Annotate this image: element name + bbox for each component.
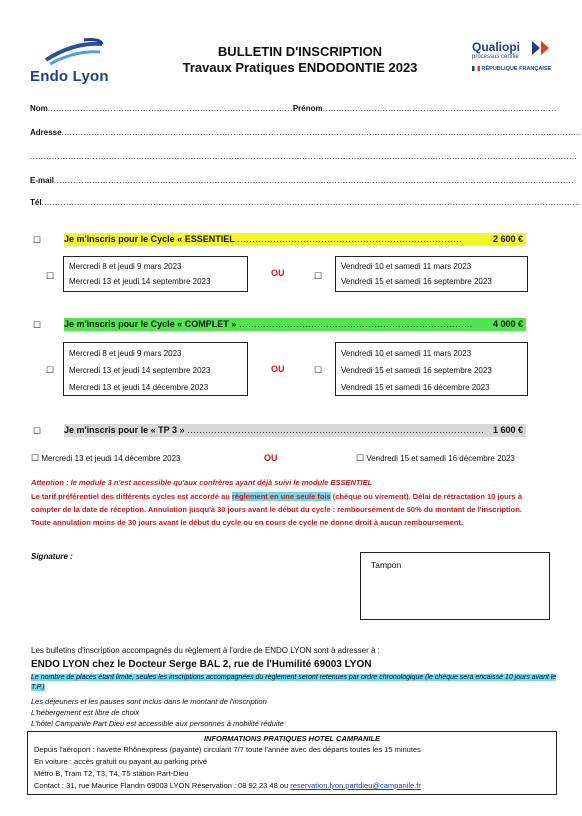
tp3-right-option[interactable]: ☐ Vendredi 15 et samedi 16 décembre 2023 — [356, 453, 515, 463]
hotel-info-line: Depuis l'aéroport : navette Rhônexpress (payante) circulant 7/7 toute l'année avec des départs toutes les 15 minutes — [34, 745, 421, 754]
nom-prenom-field[interactable]: Nom..........................................................................................Prénom...................................................................................... — [30, 104, 557, 113]
tp3-price: 1 600 € — [489, 424, 523, 437]
tarif-note: Le tarif préférentiel des différents cycles est accordé au règlement en une seule fois (chèque ou virement). Délai de rétractation 10 jours à compter de la date de réception. Annulation jusqu'à 30 jours avant le début du cycle : remboursement de 50% du montant de l'inscription. Toute annulation moins de 30 jours avant le début du cycle ou en cours de cycle ne donne droit à aucun remboursement. — [31, 492, 523, 527]
hebergement-note: L'hébergement est libre de choix — [31, 708, 140, 717]
republique-francaise: RÉPUBLIQUE FRANÇAISE — [472, 66, 562, 72]
essentiel-right-checkbox[interactable]: ☐ — [314, 271, 323, 281]
tp3-checkbox[interactable]: ☐ — [33, 426, 42, 436]
tampon-label: Tampon — [371, 560, 402, 570]
ou-label: OU — [264, 453, 278, 463]
hotel-access-note: L'hôtel Campanile Part Dieu est accessible aux personnes à mobilité réduite — [31, 719, 284, 728]
complet-left-checkbox[interactable]: ☐ — [46, 365, 55, 375]
flag-icon — [472, 66, 480, 71]
page-title — [150, 44, 450, 76]
dejeuners-note: Les déjeuners et les pauses sont inclus dans le montant de l'inscription — [31, 697, 267, 706]
ou-label: OU — [271, 364, 285, 374]
email-field[interactable]: E-mail............................................................................................................................................................................................... — [30, 176, 575, 185]
tp3-right-checkbox[interactable]: ☐ — [356, 453, 365, 463]
signature-label: Signature : — [31, 552, 73, 561]
complet-price: 4 000 € — [489, 318, 523, 331]
essentiel-price: 2 600 € — [489, 233, 523, 246]
essentiel-band: Je m'inscris pour le Cycle « ESSENTIEL ………………………………………………………………… 2 600 € — [64, 233, 526, 246]
essentiel-left-checkbox[interactable]: ☐ — [46, 271, 55, 281]
date-item: Vendredi 15 et samedi 16 septembre 2023 — [341, 366, 492, 375]
complet-checkbox[interactable]: ☐ — [33, 320, 42, 330]
essentiel-left-dates — [63, 256, 248, 292]
tp3-left-option[interactable]: ☐ Mercredi 13 et jeudi 14 décembre 2023 — [31, 453, 181, 463]
date-item: Mercredi 8 et jeudi 9 mars 2023 — [69, 349, 182, 358]
tampon-box[interactable] — [360, 552, 550, 620]
endo-lyon-logo — [30, 38, 120, 88]
essentiel-checkbox[interactable]: ☐ — [33, 235, 42, 245]
hotel-contact: Contact : 31, rue Maurice Flandin 69003 LYON Réservation : 08 92 23 48 ou reservation.lyon.partdieu@campanile.fr — [34, 781, 421, 790]
title-line-2: Travaux Pratiques ENDODONTIE 2023 — [182, 60, 418, 75]
adresse-field[interactable]: Adresse............................................................................................................................................................................................... — [30, 128, 582, 137]
brand-name: Endo Lyon — [30, 68, 109, 85]
date-item: Mercredi 13 et jeudi 14 septembre 2023 — [69, 277, 211, 286]
tp3-left-checkbox[interactable]: ☐ — [31, 453, 40, 463]
date-item: Mercredi 13 et jeudi 14 septembre 2023 — [69, 366, 211, 375]
tp3-band: Je m'inscris pour le « TP 3 » ……………………………………………………………………………………… 1 600 € — [64, 424, 526, 437]
send-address: ENDO LYON chez le Docteur Serge BAL 2, rue de l'Humilité 69003 LYON — [31, 659, 372, 670]
places-note: Le nombre de places étant limité, seules les inscriptions accompagnées du règlement seront retenues par ordre chronologique (le chèque sera encaissé 10 jours avant le T.P.) — [31, 674, 557, 691]
hotel-info-line: Métro B, Tram T2, T3, T4, T5 station Part-Dieu — [34, 769, 189, 778]
endo-lyon-swoosh-icon — [44, 38, 104, 68]
complet-right-checkbox[interactable]: ☐ — [314, 365, 323, 375]
hotel-info-title: INFORMATIONS PRATIQUES HOTEL CAMPANILE — [203, 734, 381, 743]
qualiopi-logo — [472, 40, 562, 84]
complet-left-dates — [63, 342, 248, 396]
ou-label: OU — [271, 268, 285, 278]
date-item: Mercredi 8 et jeudi 9 mars 2023 — [69, 262, 182, 271]
send-instructions: Les bulletins d'inscription accompagnés du règlement à l'ordre de ENDO LYON sont à adresser à : — [31, 646, 380, 655]
hotel-info-box — [27, 731, 557, 795]
title-line-1: BULLETIN D'INSCRIPTION — [217, 44, 383, 59]
hotel-email-link[interactable]: reservation.lyon.partdieu@campanile.fr — [290, 781, 421, 790]
tel-field[interactable]: Tél...................................................................................................................................................................................................... — [30, 198, 581, 207]
date-item: Vendredi 10 et samedi 11 mars 2023 — [341, 349, 472, 358]
date-item: Mercredi 13 et jeudi 14 décembre 2023 — [69, 383, 209, 392]
complet-right-dates — [335, 342, 528, 396]
complet-band: Je m'inscris pour le Cycle « COMPLET » …………………………………………………………………… 4 000 € — [64, 318, 526, 331]
adresse-line-2[interactable]: ......................................................................................................................................................................................................... — [30, 152, 578, 161]
qualiopi-arrows-icon — [532, 41, 552, 55]
date-item: Vendredi 15 et samedi 16 septembre 2023 — [341, 277, 492, 286]
hotel-info-line: En voiture : accès gratuit ou payant au parking privé — [34, 757, 208, 766]
essentiel-right-dates — [335, 256, 528, 292]
date-item: Vendredi 15 et samedi 16 décembre 2023 — [341, 383, 490, 392]
date-item: Vendredi 10 et samedi 11 mars 2023 — [341, 262, 472, 271]
qualiopi-subtitle: processus certifié — [472, 54, 519, 60]
qualiopi-name: Qualiopi — [472, 40, 520, 54]
attention-note: Attention : le module 3 n'est accessible qu'aux confrères ayant déjà suivi le module ESSENTIEL — [31, 478, 373, 487]
